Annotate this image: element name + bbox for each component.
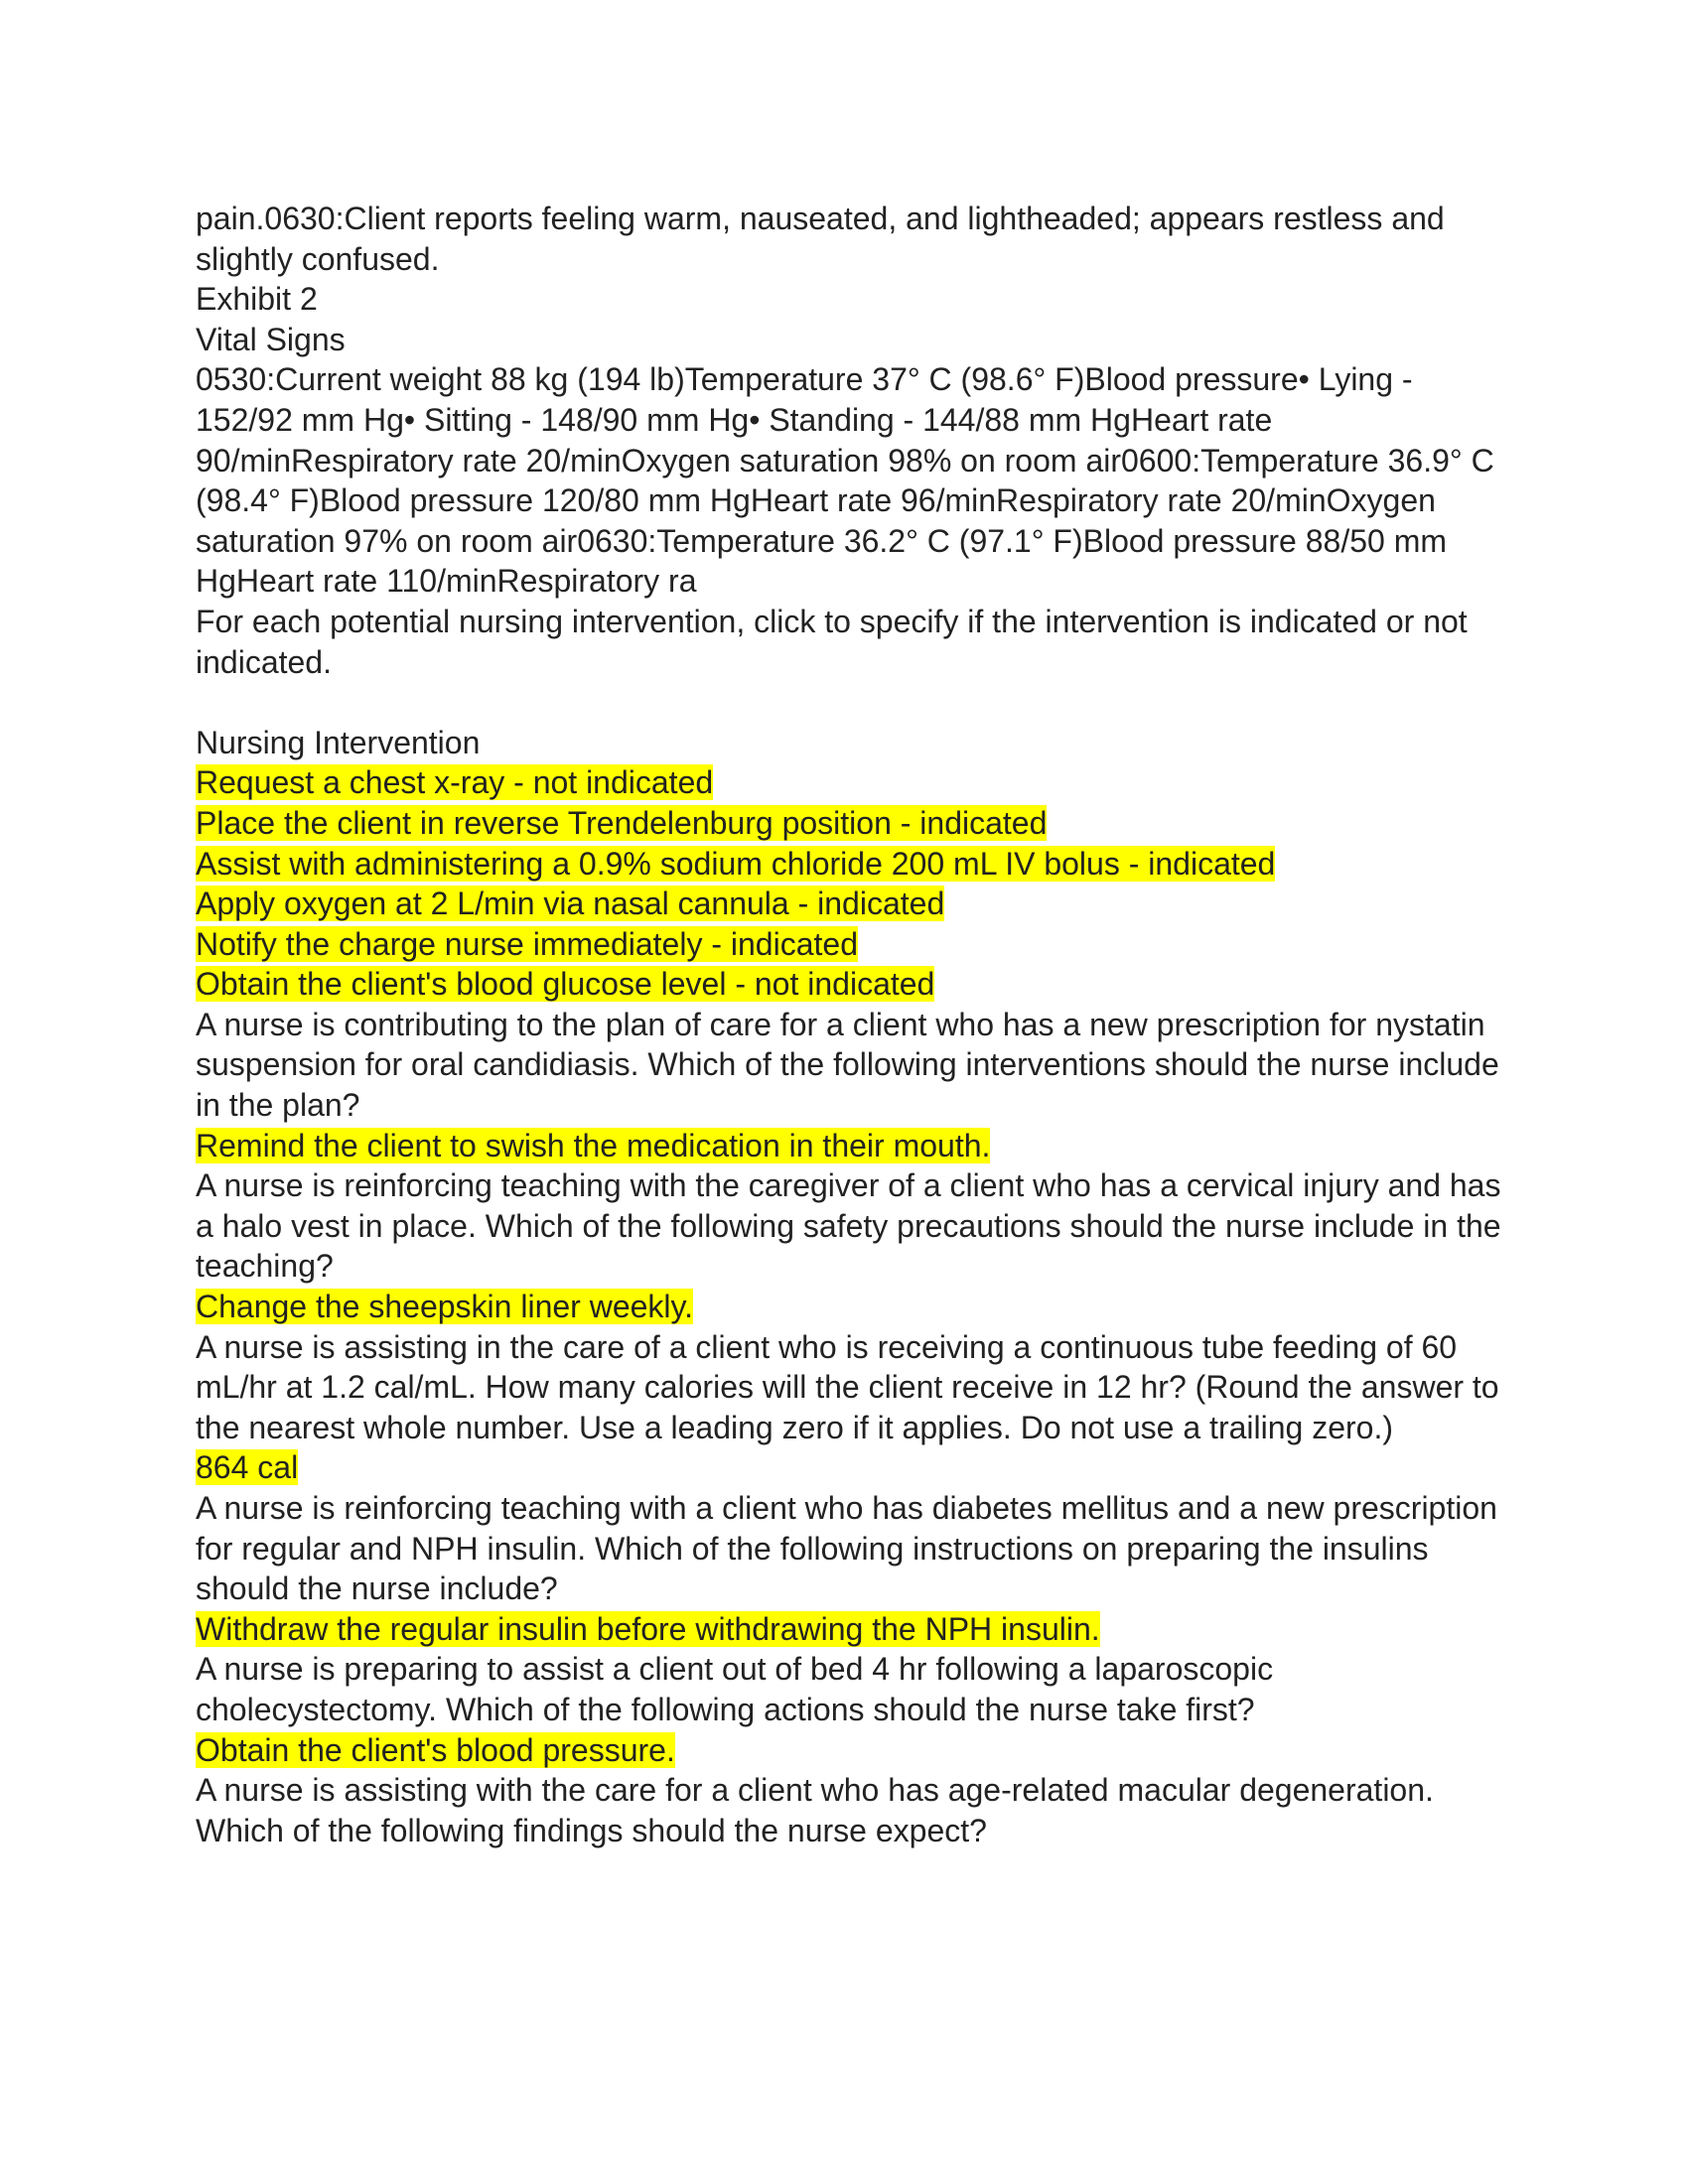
- answer-row: [196, 1730, 1516, 1771]
- instruction-paragraph: For each potential nursing intervention, click to specify if the intervention is indicated or not indicated.: [196, 603, 1468, 680]
- intervention-answer: Place the client in reverse Trendelenburg position - indicated: [196, 804, 1048, 841]
- exhibit-label: Exhibit 2: [196, 281, 318, 318]
- section-heading-vital-signs: Vital Signs: [196, 321, 346, 357]
- intervention-answer: Apply oxygen at 2 L/min via nasal cannula - indicated: [196, 886, 945, 922]
- blank-line: [196, 682, 1516, 723]
- intervention-row: [196, 803, 1516, 844]
- answer-row: [196, 1447, 1516, 1488]
- intervention-answer: Notify the charge nurse immediately - indicated: [196, 925, 858, 962]
- intervention-row: [196, 964, 1516, 1005]
- intervention-answer: Assist with administering a 0.9% sodium chloride 200 mL IV bolus - indicated: [196, 845, 1276, 882]
- question-text: A nurse is contributing to the plan of care for a client who has a new prescription for nystatin suspension for oral candidiasis. Which of the following interventions should the nurse include in the plan?: [196, 1006, 1499, 1124]
- highlighted-answer: Obtain the client's blood pressure.: [196, 1731, 675, 1768]
- answer-row: [196, 1609, 1516, 1650]
- intervention-row: [196, 924, 1516, 965]
- question-text: A nurse is preparing to assist a client out of bed 4 hr following a laparoscopic cholecystectomy. Which of the following actions should the nurse take first?: [196, 1651, 1274, 1727]
- highlighted-answer: Change the sheepskin liner weekly.: [196, 1289, 694, 1325]
- document-page: [196, 199, 1516, 1850]
- answer-row: [196, 1287, 1516, 1327]
- answer-row: [196, 1126, 1516, 1166]
- vital-signs-paragraph: 0530:Current weight 88 kg (194 lb)Temperature 37° C (98.6° F)Blood pressure• Lying - 152/92 mm Hg• Sitting - 148/90 mm Hg• Standing - 144/88 mm HgHeart rate 90/minRespiratory rate 20/minOxygen saturation 98% on room air0600:Temperature 36.9° C (98.4° F)Blood pressure 120/80 mm HgHeart rate 96/minRespiratory rate 20/minOxygen saturation 97% on room air0630:Temperature 36.2° C (97.1° F)Blood pressure 88/50 mm HgHeart rate 110/minRespiratory ra: [196, 361, 1494, 600]
- question-text: A nurse is reinforcing teaching with the caregiver of a client who has a cervical injury and has a halo vest in place. Which of the following safety precautions should the nurse include in the teaching?: [196, 1167, 1501, 1285]
- highlighted-answer: Withdraw the regular insulin before withdrawing the NPH insulin.: [196, 1610, 1100, 1647]
- intervention-answer: Request a chest x-ray - not indicated: [196, 764, 714, 801]
- intro-paragraph-pain: pain.0630:Client reports feeling warm, nauseated, and lightheaded; appears restless and slightly confused.: [196, 201, 1445, 277]
- final-question-text: A nurse is assisting with the care for a client who has age-related macular degeneration. Which of the following findings should the nurse expect?: [196, 1772, 1434, 1848]
- intervention-row: [196, 844, 1516, 885]
- highlighted-answer: Remind the client to swish the medication in their mouth.: [196, 1127, 991, 1163]
- intervention-heading: Nursing Intervention: [196, 724, 481, 760]
- intervention-answer: Obtain the client's blood glucose level - not indicated: [196, 966, 935, 1003]
- intervention-row: [196, 762, 1516, 803]
- highlighted-answer: 864 cal: [196, 1449, 299, 1486]
- question-text: A nurse is assisting in the care of a client who is receiving a continuous tube feeding of 60 mL/hr at 1.2 cal/mL. How many calories will the client receive in 12 hr? (Round the answer to the nearest whole number. Use a leading zero if it applies. Do not use a trailing zero.): [196, 1328, 1499, 1445]
- intervention-row: [196, 884, 1516, 924]
- question-text: A nurse is reinforcing teaching with a client who has diabetes mellitus and a new prescription for regular and NPH insulin. Which of the following instructions on preparing the insulins should the nurse include?: [196, 1490, 1497, 1607]
